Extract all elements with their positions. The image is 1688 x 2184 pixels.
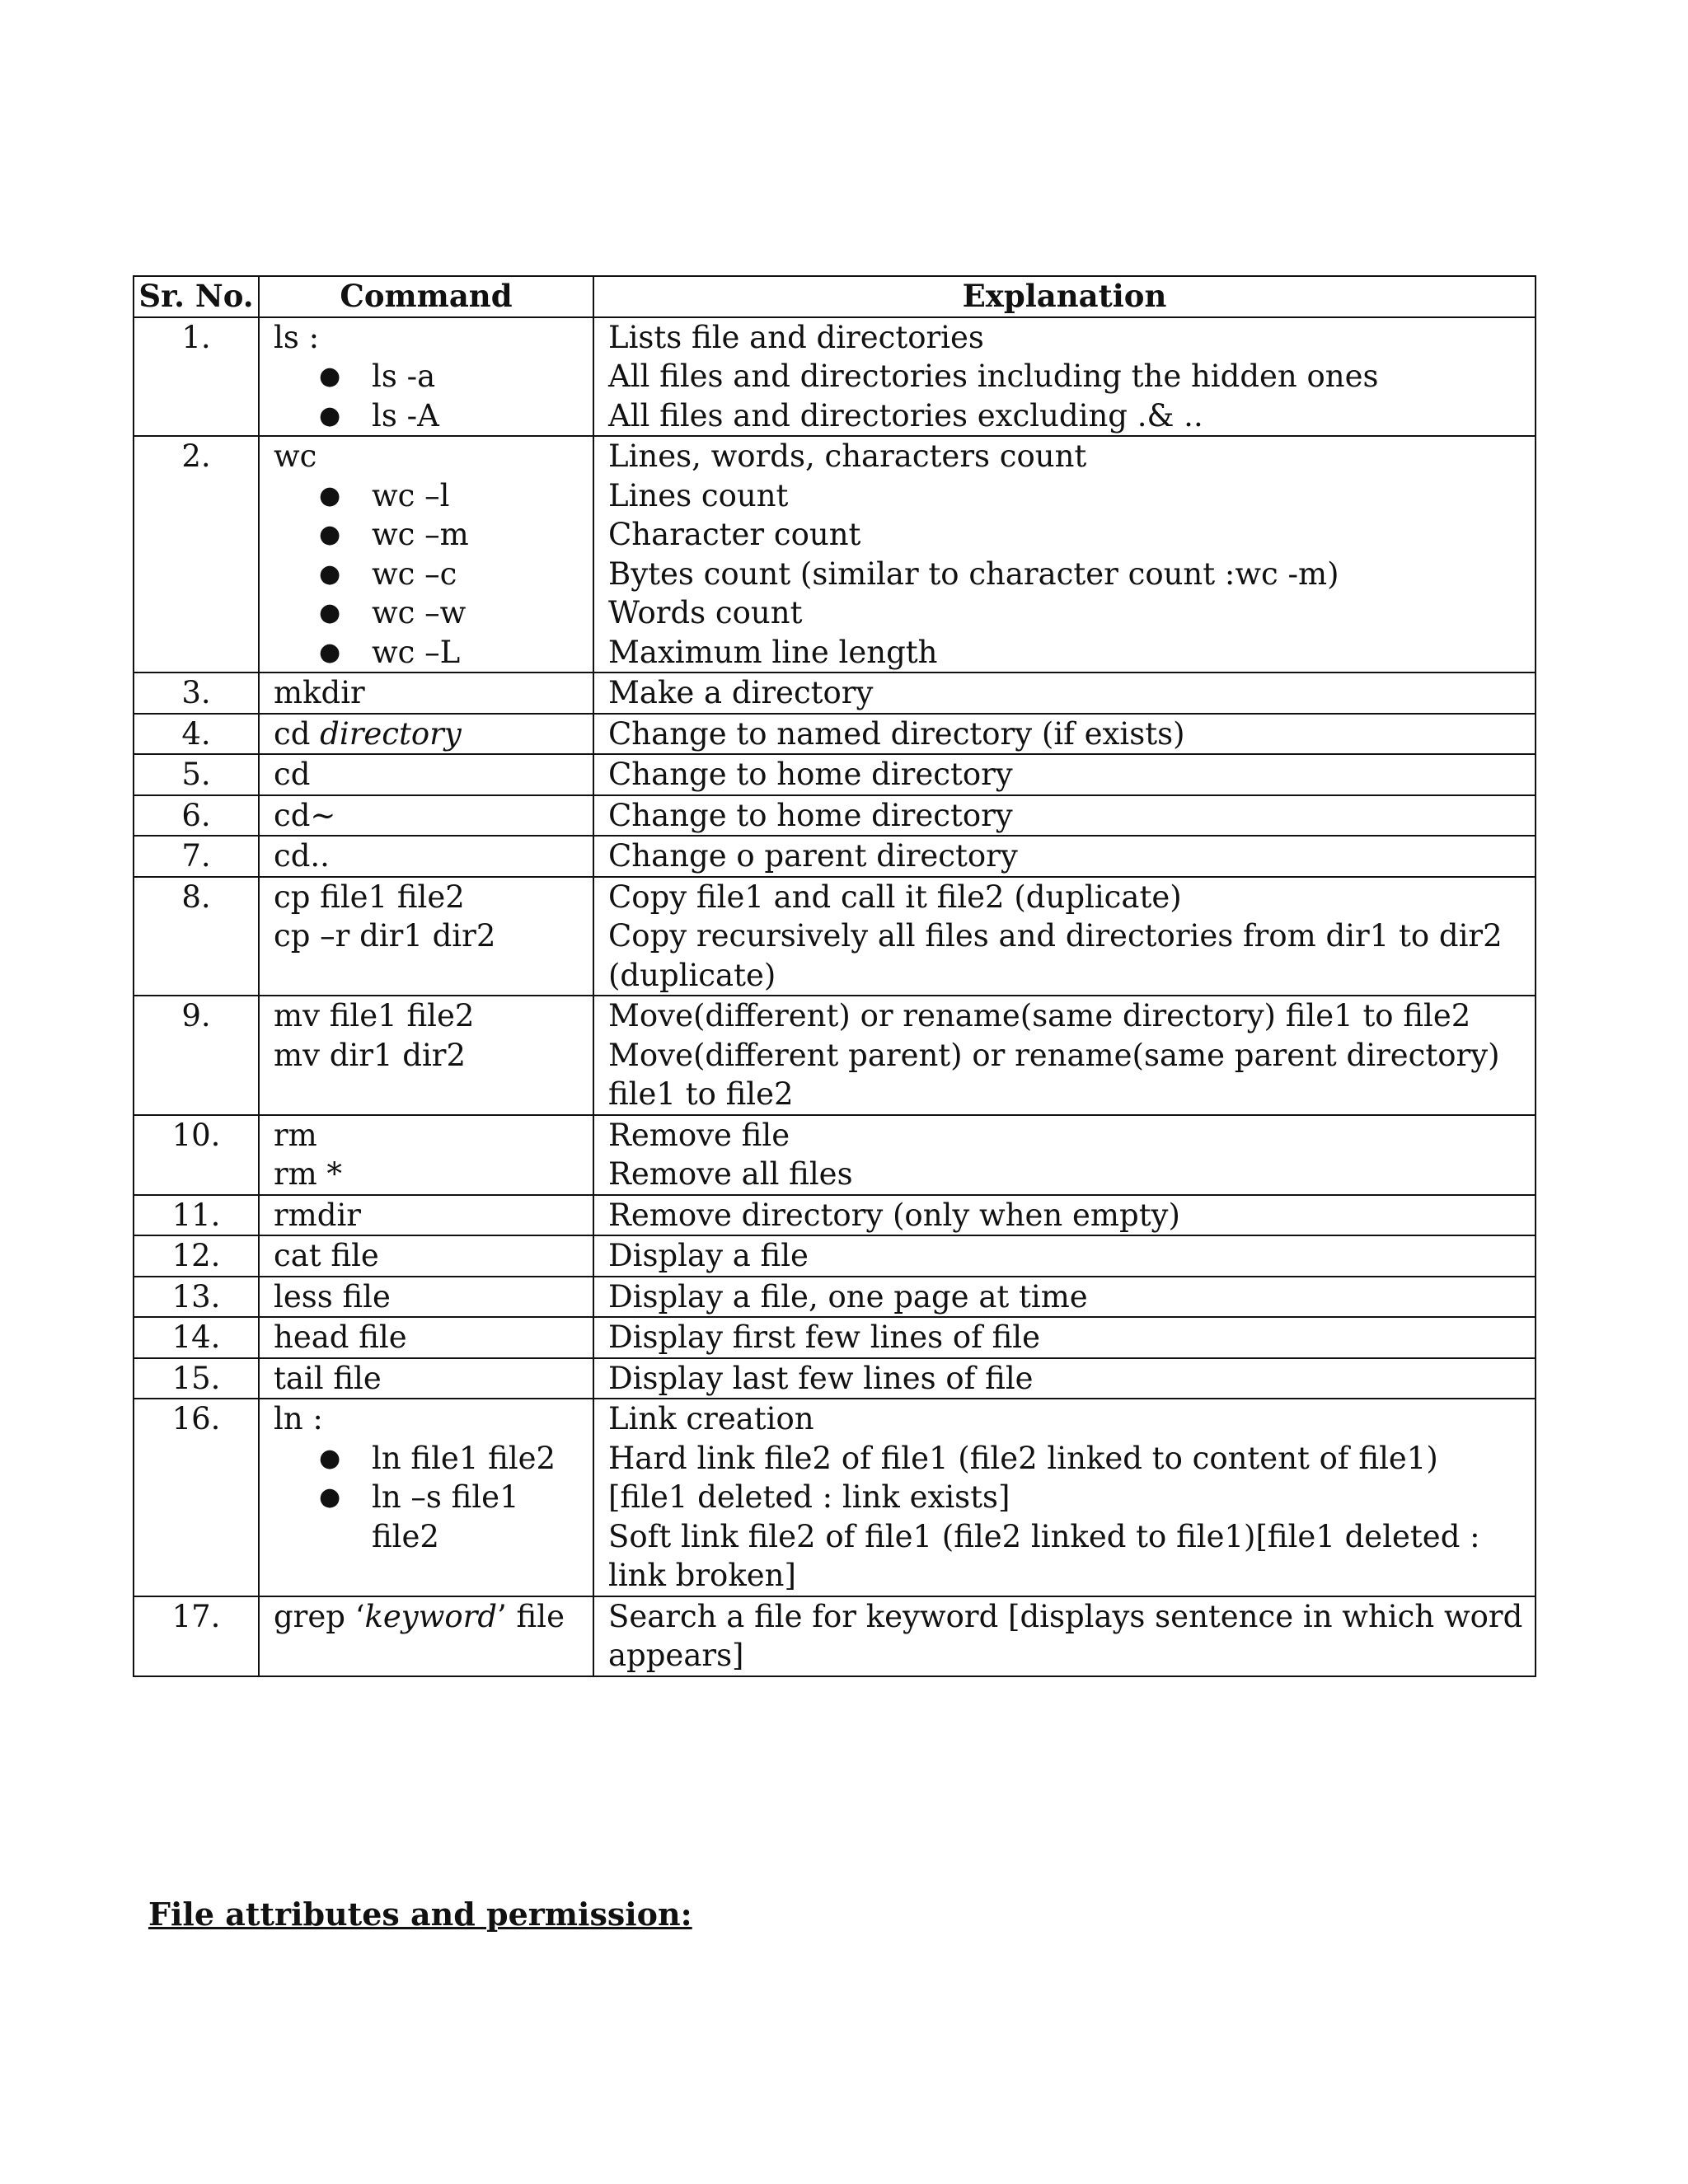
row-number: 10. xyxy=(134,1115,259,1195)
bullet-icon: ● xyxy=(319,362,341,391)
explanation-cell xyxy=(593,673,1536,714)
bullet-text: ln –s file1 file2 xyxy=(372,1479,519,1554)
command-cell xyxy=(259,795,593,837)
explanation-cell xyxy=(593,1317,1536,1358)
command-cell xyxy=(259,436,593,673)
command-text: ls : xyxy=(274,319,320,355)
command-cell xyxy=(259,673,593,714)
bullet-icon: ● xyxy=(319,401,341,430)
command-cell xyxy=(259,317,593,437)
bullet-text: wc –l xyxy=(372,477,450,513)
explanation-text: Display a file, one page at time xyxy=(608,1278,1088,1315)
command-plain: grep ‘ xyxy=(274,1598,365,1634)
table-row xyxy=(134,436,1536,673)
bullet-text: wc –m xyxy=(372,517,469,552)
command-cell xyxy=(259,836,593,877)
explanation-text: Hard link file2 of file1 (file2 linked to content of file1) [file1 deleted : link exists] xyxy=(608,1440,1438,1515)
row-number: 6. xyxy=(134,795,259,837)
explanation-text: Search a file for keyword [displays sentence in which word appears] xyxy=(608,1598,1523,1673)
command-plain: cd xyxy=(274,715,321,752)
explanation-cell xyxy=(593,1277,1536,1318)
explanation-cell xyxy=(593,1399,1536,1596)
bullet-item xyxy=(274,1439,593,1479)
explanation-text: Bytes count (similar to character count :wc -m) xyxy=(608,555,1339,592)
command-text: cat file xyxy=(274,1238,379,1273)
command-cell xyxy=(259,1596,593,1676)
table-header-row xyxy=(134,276,1536,317)
command-cell xyxy=(259,1358,593,1399)
explanation-text: All files and directories excluding .& .. xyxy=(608,397,1203,434)
explanation-cell xyxy=(593,996,1536,1115)
command-text: mv file1 file2 xyxy=(274,998,475,1033)
command-text: rm * xyxy=(274,1156,343,1192)
command-cell xyxy=(259,1277,593,1318)
bullet-text: ls -a xyxy=(372,359,436,394)
table-row xyxy=(134,877,1536,996)
command-text: wc xyxy=(274,438,317,474)
explanation-cell xyxy=(593,1235,1536,1277)
command-text: less file xyxy=(274,1278,391,1315)
bullet-item xyxy=(274,633,593,673)
explanation-cell xyxy=(593,714,1536,755)
bullet-icon: ● xyxy=(319,559,341,588)
command-text: cp –r dir1 dir2 xyxy=(274,918,496,954)
bullet-icon: ● xyxy=(319,1443,341,1473)
bullet-item xyxy=(274,476,593,516)
command-italic: directory xyxy=(320,715,462,752)
table-row xyxy=(134,795,1536,837)
explanation-cell xyxy=(593,754,1536,795)
explanation-text: Lines, words, characters count xyxy=(608,438,1087,474)
row-number: 9. xyxy=(134,996,259,1115)
row-number: 12. xyxy=(134,1235,259,1277)
row-number: 17. xyxy=(134,1596,259,1676)
table-row xyxy=(134,1596,1536,1676)
bullet-icon: ● xyxy=(319,637,341,667)
bullet-item xyxy=(274,1478,593,1556)
command-text: rm xyxy=(274,1117,317,1153)
explanation-cell xyxy=(593,1195,1536,1236)
table-row xyxy=(134,996,1536,1115)
command-cell xyxy=(259,877,593,996)
explanation-text: Change to home directory xyxy=(608,757,1013,792)
command-text: mkdir xyxy=(274,675,365,710)
bullet-text: wc –c xyxy=(372,555,457,592)
explanation-cell xyxy=(593,836,1536,877)
bullet-text: wc –L xyxy=(372,634,461,670)
explanation-text: Character count xyxy=(608,517,861,552)
command-cell xyxy=(259,1115,593,1195)
section-heading: File attributes and permission: xyxy=(148,1896,692,1933)
row-number: 14. xyxy=(134,1317,259,1358)
explanation-text: Words count xyxy=(608,595,803,630)
command-text: cd~ xyxy=(274,797,336,833)
table-row xyxy=(134,1277,1536,1318)
command-cell xyxy=(259,754,593,795)
explanation-text: Soft link file2 of file1 (file2 linked to file1)[file1 deleted : link broken] xyxy=(608,1518,1480,1593)
table-row xyxy=(134,1358,1536,1399)
explanation-text: Change to named directory (if exists) xyxy=(608,715,1185,752)
command-cell xyxy=(259,996,593,1115)
explanation-text: Display last few lines of file xyxy=(608,1360,1034,1396)
table-row xyxy=(134,317,1536,437)
table-row xyxy=(134,714,1536,755)
explanation-text: Copy file1 and call it file2 (duplicate) xyxy=(608,879,1182,915)
explanation-text: Display first few lines of file xyxy=(608,1319,1041,1355)
bullet-text: wc –w xyxy=(372,595,467,630)
bullet-item xyxy=(274,357,593,396)
explanation-text: Link creation xyxy=(608,1401,814,1436)
header-explanation: Explanation xyxy=(593,276,1536,317)
header-sr-no: Sr. No. xyxy=(134,276,259,317)
table-row xyxy=(134,1317,1536,1358)
explanation-cell xyxy=(593,795,1536,837)
command-text: head file xyxy=(274,1319,407,1355)
command-cell xyxy=(259,1399,593,1596)
command-text: ln : xyxy=(274,1401,323,1436)
explanation-text: Move(different parent) or rename(same parent directory) file1 to file2 xyxy=(608,1037,1500,1112)
bullet-text: ln file1 file2 xyxy=(372,1440,556,1476)
explanation-text: Change o parent directory xyxy=(608,838,1018,874)
explanation-text: Remove directory (only when empty) xyxy=(608,1197,1180,1233)
explanation-text: Change to home directory xyxy=(608,797,1013,833)
bullet-icon: ● xyxy=(319,520,341,549)
command-after: ’ file xyxy=(497,1598,565,1634)
explanation-cell xyxy=(593,877,1536,996)
explanation-text: All files and directories including the hidden ones xyxy=(608,359,1379,394)
explanation-text: Lists file and directories xyxy=(608,319,984,355)
explanation-cell xyxy=(593,1115,1536,1195)
command-text: cd.. xyxy=(274,838,330,874)
command-text: tail file xyxy=(274,1360,382,1396)
table-row xyxy=(134,1399,1536,1596)
explanation-text: Display a file xyxy=(608,1238,809,1273)
explanation-text: Lines count xyxy=(608,477,789,513)
command-text: cp file1 file2 xyxy=(274,879,465,915)
explanation-text: Make a directory xyxy=(608,675,874,710)
row-number: 5. xyxy=(134,754,259,795)
explanation-cell xyxy=(593,436,1536,673)
row-number: 15. xyxy=(134,1358,259,1399)
commands-table xyxy=(133,275,1536,1677)
explanation-cell xyxy=(593,317,1536,437)
table-row xyxy=(134,754,1536,795)
bullet-item xyxy=(274,515,593,555)
bullet-item xyxy=(274,555,593,594)
row-number: 7. xyxy=(134,836,259,877)
header-command: Command xyxy=(259,276,593,317)
row-number: 11. xyxy=(134,1195,259,1236)
bullet-text: ls -A xyxy=(372,397,439,434)
explanation-text: Remove all files xyxy=(608,1156,853,1192)
explanation-text: Move(different) or rename(same directory) file1 to file2 xyxy=(608,998,1471,1033)
row-number: 3. xyxy=(134,673,259,714)
explanation-cell xyxy=(593,1596,1536,1676)
command-text: rmdir xyxy=(274,1197,361,1233)
command-cell xyxy=(259,1317,593,1358)
bullet-icon: ● xyxy=(319,1483,341,1511)
row-number: 1. xyxy=(134,317,259,437)
bullet-icon: ● xyxy=(319,480,341,510)
command-text: cd xyxy=(274,757,311,792)
command-text: mv dir1 dir2 xyxy=(274,1037,467,1073)
explanation-cell xyxy=(593,1358,1536,1399)
row-number: 13. xyxy=(134,1277,259,1318)
table-row xyxy=(134,673,1536,714)
command-text xyxy=(274,715,593,754)
row-number: 2. xyxy=(134,436,259,673)
bullet-item xyxy=(274,593,593,633)
row-number: 16. xyxy=(134,1399,259,1596)
table-row xyxy=(134,1235,1536,1277)
row-number: 4. xyxy=(134,714,259,755)
command-cell xyxy=(259,1195,593,1236)
bullet-icon: ● xyxy=(319,598,341,627)
explanation-text: Remove file xyxy=(608,1117,790,1153)
row-number: 8. xyxy=(134,877,259,996)
command-cell xyxy=(259,714,593,755)
table-row xyxy=(134,1115,1536,1195)
table-row xyxy=(134,836,1536,877)
table-row xyxy=(134,1195,1536,1236)
command-text xyxy=(274,1597,593,1637)
explanation-text: Copy recursively all files and directories from dir1 to dir2 (duplicate) xyxy=(608,918,1503,993)
command-cell xyxy=(259,1235,593,1277)
explanation-text: Maximum line length xyxy=(608,634,938,670)
command-italic: keyword xyxy=(364,1598,498,1634)
bullet-item xyxy=(274,396,593,436)
